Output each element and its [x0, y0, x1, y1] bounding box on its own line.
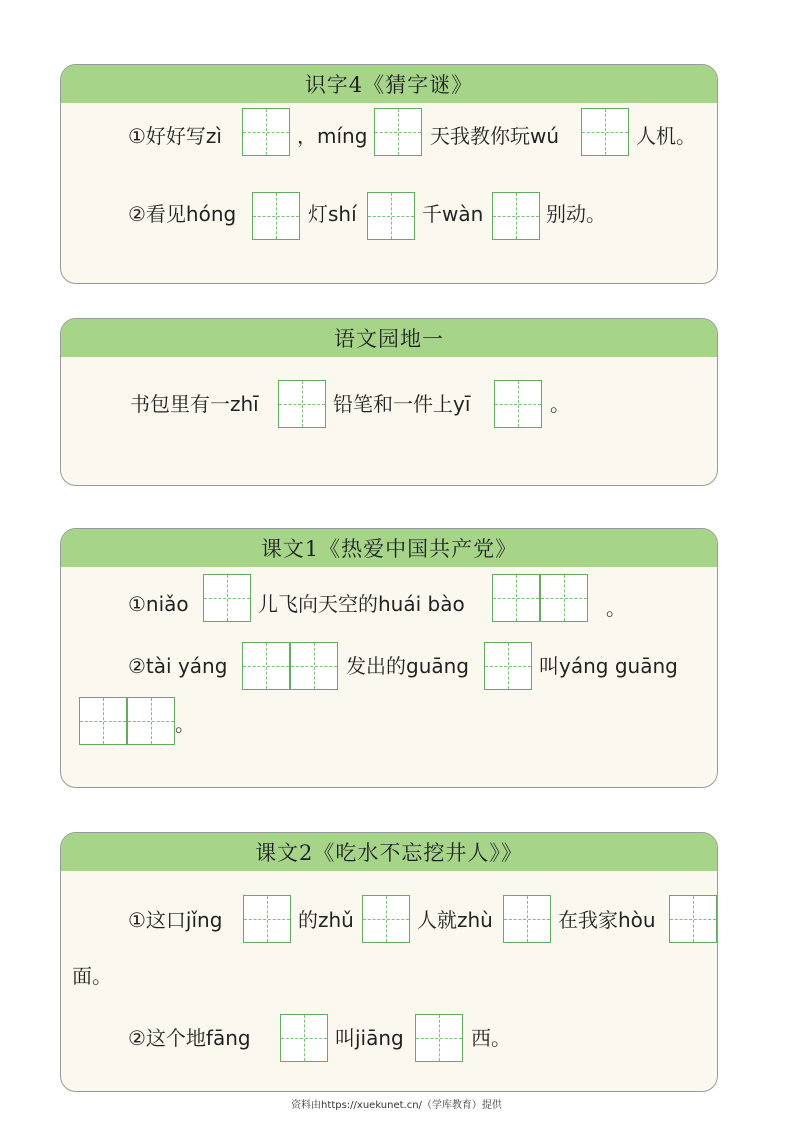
lesson-card-1: [60, 64, 718, 284]
writing-box[interactable]: [252, 192, 300, 240]
sentence-text: ②tài yáng: [128, 654, 228, 678]
writing-box[interactable]: [581, 108, 629, 156]
card-title: 语文园地一: [61, 319, 717, 357]
writing-box[interactable]: [669, 895, 717, 943]
sentence-text: 灯shí: [308, 202, 357, 226]
sentence-text: 书包里有一zhī: [130, 392, 259, 416]
writing-box[interactable]: [492, 192, 540, 240]
sentence-text: 别动。: [546, 202, 606, 226]
writing-box[interactable]: [367, 192, 415, 240]
sentence-text: 天我教你玩wú: [430, 124, 560, 148]
writing-box[interactable]: [243, 895, 291, 943]
sentence-text: 人机。: [636, 124, 696, 148]
sentence-text: ②看见hóng: [128, 202, 237, 226]
sentence-text: 。: [175, 712, 195, 736]
sentence-text: ，míng: [297, 124, 368, 148]
sentence-text: 。: [606, 596, 626, 620]
writing-box[interactable]: [494, 380, 542, 428]
sentence-text: 的zhǔ: [298, 908, 354, 932]
card-title: 识字4《猜字谜》: [61, 65, 717, 103]
writing-box[interactable]: [484, 642, 532, 690]
sentence-text: ②这个地fāng: [128, 1026, 251, 1050]
sentence-text: 人就zhù: [417, 908, 493, 932]
writing-box[interactable]: [203, 574, 251, 622]
writing-box[interactable]: [290, 642, 338, 690]
sentence-text: 在我家hòu: [558, 908, 656, 932]
sentence-text: 千wàn: [422, 202, 484, 226]
card-title: 课文1《热爱中国共产党》: [61, 529, 717, 567]
sentence-text: ①这口jǐng: [128, 908, 223, 932]
sentence-text: 叫yáng guāng: [539, 654, 678, 678]
sentence-text: 西。: [471, 1026, 511, 1050]
writing-box[interactable]: [278, 380, 326, 428]
source-footer: 资料由https://xuekunet.cn/（学库教育）提供: [291, 1100, 502, 1111]
writing-box[interactable]: [540, 574, 588, 622]
sentence-text: 。: [550, 392, 570, 416]
sentence-text: ①好好写zì: [128, 124, 222, 148]
writing-box[interactable]: [503, 895, 551, 943]
sentence-text: ①niǎo: [128, 592, 189, 616]
writing-box[interactable]: [362, 895, 410, 943]
writing-box[interactable]: [79, 697, 127, 745]
sentence-text: 儿飞向天空的huái bào: [258, 592, 465, 616]
writing-box[interactable]: [242, 642, 290, 690]
writing-box[interactable]: [374, 108, 422, 156]
sentence-text: 铅笔和一件上yī: [333, 392, 471, 416]
card-title: 课文2《吃水不忘挖井人》》: [61, 833, 717, 871]
writing-box[interactable]: [127, 697, 175, 745]
sentence-text: 叫jiāng: [335, 1026, 404, 1050]
writing-box[interactable]: [492, 574, 540, 622]
writing-box[interactable]: [280, 1014, 328, 1062]
writing-box[interactable]: [415, 1014, 463, 1062]
lesson-card-4: [60, 832, 718, 1092]
sentence-text: 发出的guāng: [346, 654, 469, 678]
writing-box[interactable]: [242, 108, 290, 156]
sentence-text: 面。: [72, 964, 112, 988]
